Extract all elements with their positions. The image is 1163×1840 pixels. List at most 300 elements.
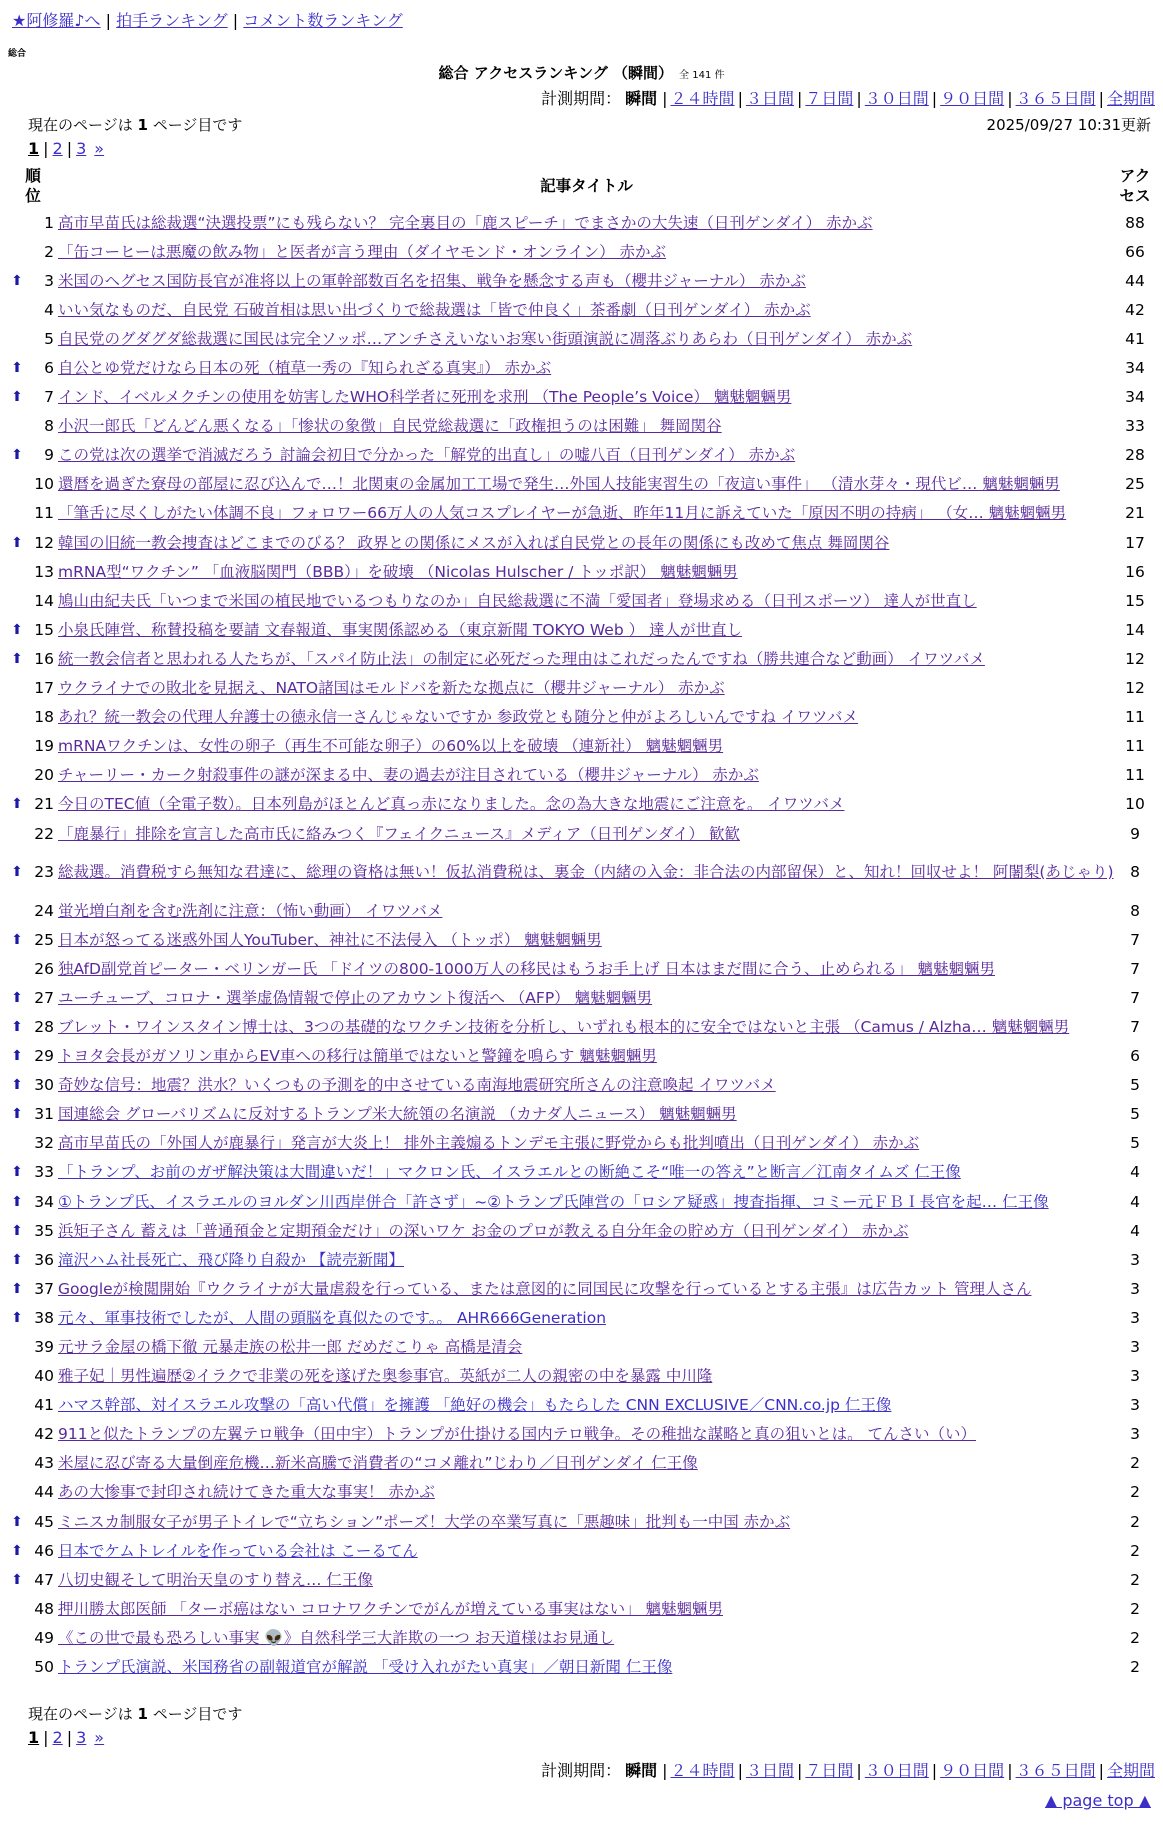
article-title-cell <box>58 528 1115 557</box>
arrow-placeholder <box>8 896 26 925</box>
article-title-cell <box>58 1594 1115 1623</box>
rank-number: 43 <box>34 1454 54 1473</box>
article-title-cell <box>58 295 1115 324</box>
up-arrow-icon: ⬆ <box>11 1164 23 1181</box>
article-title-cell <box>58 1245 1115 1274</box>
table-row <box>8 732 1155 761</box>
article-link[interactable]: 元サラ金屋の橋下徹 元暴走族の松井一郎 だめだこりゃ 高橋是清会 <box>58 1338 523 1357</box>
article-link[interactable]: 今日のTEC値（全電子数）。日本列島がほとんど真っ赤になりました。念の為大きな地震にご注意を。 イワツバメ <box>58 795 845 814</box>
rank-number: 25 <box>34 930 54 949</box>
rank-number: 15 <box>34 620 54 639</box>
table-row <box>8 615 1155 644</box>
rank-number: 38 <box>34 1308 54 1327</box>
table-row <box>8 295 1155 324</box>
table-row <box>8 790 1155 819</box>
period-selector-top: 計測期間： 瞬間 | ２４時間 | ３日間 | ７日間 | ３０日間 | ９０日間 | ３６５日間 | 全期間 <box>541 89 1155 108</box>
article-title-cell <box>58 703 1115 732</box>
article-link[interactable]: この党は次の選挙で消滅だろう 討論会初日で分かった「解党的出直し」の嘘八百（日刊ゲンダイ） 赤かぶ <box>58 446 796 465</box>
up-arrow-icon: ⬆ <box>11 360 23 377</box>
up-arrow-icon: ⬆ <box>11 272 23 289</box>
access-count: 7 <box>1130 930 1140 949</box>
total-count: 全 141 件 <box>679 70 725 81</box>
rank-number: 50 <box>34 1658 54 1677</box>
article-link[interactable]: 独AfD副党首ピーター・ベリンガー氏 「ドイツの800-1000万人の移民はもうお手上げ 日本はまだ間に合う、止められる」 魑魅魍魎男 <box>58 959 995 978</box>
rank-number: 33 <box>34 1163 54 1182</box>
access-count: 2 <box>1130 1454 1140 1473</box>
article-title-cell <box>58 954 1115 983</box>
table-row <box>8 499 1155 528</box>
table-row <box>8 1594 1155 1623</box>
up-arrow-icon: ⬆ <box>11 989 23 1006</box>
access-count: 16 <box>1125 562 1145 581</box>
period-link[interactable]: ３０日間 <box>864 89 929 108</box>
access-count: 66 <box>1125 242 1145 261</box>
rank-number: 44 <box>34 1483 54 1502</box>
article-title-cell <box>58 1187 1115 1216</box>
article-link[interactable]: 韓国の旧統一教会捜査はどこまでのびる？ 政界との関係にメスが入れば自民党との長年の関係にも改めて焦点 舞岡関谷 <box>58 533 890 552</box>
access-count: 88 <box>1125 213 1145 232</box>
rank-number: 20 <box>34 766 54 785</box>
table-row <box>8 1129 1155 1158</box>
period-link[interactable]: ９０日間 <box>940 1761 1005 1780</box>
access-count: 11 <box>1125 766 1145 785</box>
table-row <box>8 237 1155 266</box>
access-count: 2 <box>1130 1512 1140 1531</box>
table-row <box>8 644 1155 673</box>
article-title-cell <box>58 819 1115 848</box>
table-row <box>8 674 1155 703</box>
period-link[interactable]: ７日間 <box>805 89 854 108</box>
access-count: 21 <box>1125 504 1145 523</box>
access-count: 28 <box>1125 446 1145 465</box>
access-count: 2 <box>1130 1599 1140 1618</box>
arrow-placeholder <box>8 1391 26 1420</box>
access-count: 2 <box>1130 1658 1140 1677</box>
up-arrow-icon: ⬆ <box>11 1571 23 1588</box>
next-page-link[interactable]: » <box>94 139 105 158</box>
table-row <box>8 1332 1155 1361</box>
access-count: 2 <box>1130 1483 1140 1502</box>
page-top-link[interactable]: ▲ page top ▲ <box>1044 1791 1151 1810</box>
up-arrow-icon: ⬆ <box>11 864 23 881</box>
period-link[interactable]: 全期間 <box>1106 89 1155 108</box>
article-title-cell <box>58 1274 1115 1303</box>
page-link-current[interactable]: 1 <box>28 1728 40 1747</box>
rank-number: 14 <box>34 591 54 610</box>
rank-number: 2 <box>44 242 54 261</box>
period-link[interactable]: ３６５日間 <box>1015 1761 1096 1780</box>
article-title-cell <box>58 1158 1115 1187</box>
article-title-cell <box>58 1391 1115 1420</box>
rank-number: 7 <box>44 388 54 407</box>
access-count: 3 <box>1130 1338 1140 1357</box>
table-row <box>8 470 1155 499</box>
rank-number: 34 <box>34 1192 54 1211</box>
access-count: 15 <box>1125 591 1145 610</box>
table-row <box>8 1187 1155 1216</box>
arrow-placeholder <box>8 674 26 703</box>
article-link[interactable]: いい気なものだ、自民党 石破首相は思い出づくりで総裁選は「皆で仲良く」茶番劇（日刊ゲンダイ） 赤かぶ <box>58 300 811 319</box>
page-info-number: 1 <box>137 1705 148 1723</box>
article-link[interactable]: ハマス幹部、対イスラエル攻撃の「高い代償」を擁護 「絶好の機会」もたらした CNN EXCLUSIVE／CNN.co.jp 仁王像 <box>58 1396 892 1415</box>
access-count: 11 <box>1125 708 1145 727</box>
rank-number: 49 <box>34 1628 54 1647</box>
arrow-placeholder <box>8 324 26 353</box>
rank-number: 31 <box>34 1105 54 1124</box>
period-link[interactable]: ３６５日間 <box>1015 89 1096 108</box>
up-arrow-icon: ⬆ <box>11 621 23 638</box>
table-row <box>8 266 1155 295</box>
rank-number: 3 <box>44 271 54 290</box>
page-link[interactable]: 2 <box>52 1728 63 1747</box>
rank-number: 32 <box>34 1134 54 1153</box>
rank-number: 13 <box>34 562 54 581</box>
access-count: 10 <box>1125 795 1145 814</box>
rank-number: 21 <box>34 795 54 814</box>
article-link[interactable]: Googleが検閲開始『ウクライナが大量虐殺を行っている、または意図的に同国民に攻撃を行っているとする主張』は広告カット 管理人さん <box>58 1279 1032 1298</box>
article-link[interactable]: トヨタ会長がガソリン車からEV車への移行は簡単ではないと警鐘を鳴らす 魑魅魍魎男 <box>58 1047 657 1066</box>
article-link[interactable]: 日本でケムトレイルを作っている会社は こーるてん <box>58 1541 418 1560</box>
access-count: 3 <box>1130 1250 1140 1269</box>
article-title-cell <box>58 896 1115 925</box>
page-info-text: ページ目です <box>147 1705 243 1723</box>
article-title-cell <box>58 1071 1115 1100</box>
access-count: 25 <box>1125 475 1145 494</box>
article-link[interactable]: 米国のヘグセス国防長官が准将以上の軍幹部数百名を招集、戦争を懸念する声も（櫻井ジャーナル） 赤かぶ <box>58 271 806 290</box>
rank-number: 39 <box>34 1338 54 1357</box>
rank-number: 19 <box>34 737 54 756</box>
arrow-placeholder <box>8 237 26 266</box>
page-info-text: ページ目です <box>147 116 243 134</box>
table-row <box>8 1100 1155 1129</box>
rank-header-text: 順 位 <box>25 167 41 205</box>
article-link[interactable]: 「鹿暴行」排除を宣言した高市氏に絡みつく『フェイクニュース』メディア（日刊ゲンダイ） 歓歓 <box>58 824 740 843</box>
nav-separator: | <box>105 11 112 30</box>
access-count: 2 <box>1130 1541 1140 1560</box>
article-title-cell <box>58 674 1115 703</box>
article-link[interactable]: mRNAワクチンは、女性の卵子（再生不可能な卵子）の60%以上を破壊 （連新社） 魑魅魍魎男 <box>58 737 724 756</box>
article-link[interactable]: 還暦を過ぎた寮母の部屋に忍び込んで…！北関東の金属加工工場で発生…外国人技能実習生の「夜這い事件」 （清水芽々・現代ビ… 魑魅魍魎男 <box>58 475 1060 494</box>
table-header-row <box>8 164 1155 208</box>
page-info-top <box>28 114 242 135</box>
article-link[interactable]: 「缶コーヒーは悪魔の飲み物」と医者が言う理由（ダイヤモンド・オンライン） 赤かぶ <box>58 242 667 261</box>
arrow-placeholder <box>8 1478 26 1507</box>
period-link[interactable]: ３日間 <box>745 89 794 108</box>
comment-ranking-link[interactable]: コメント数ランキング <box>243 11 403 30</box>
rank-number: 16 <box>34 649 54 668</box>
article-link[interactable]: 「筆舌に尽くしがたい体調不良」フォロワー66万人の人気コスプレイヤーが急逝、昨年11月に訴えていた「原因不明の持病」 （女… 魑魅魍魎男 <box>58 504 1067 523</box>
rank-number: 26 <box>34 959 54 978</box>
access-header-text: アク セス <box>1119 167 1151 205</box>
access-count: 7 <box>1130 1017 1140 1036</box>
page-link[interactable]: 3 <box>76 1728 87 1747</box>
article-link[interactable]: あれ？統一教会の代理人弁護士の徳永信一さんじゃないですか 参政党とも随分と仲がよろしいんですね イワツバメ <box>58 708 859 727</box>
table-row <box>8 441 1155 470</box>
period-current: 瞬間 <box>625 89 658 108</box>
table-row <box>8 1071 1155 1100</box>
article-title-cell <box>58 790 1115 819</box>
table-row <box>8 1012 1155 1041</box>
arrow-placeholder <box>8 1449 26 1478</box>
rank-number: 10 <box>34 475 54 494</box>
table-row <box>8 703 1155 732</box>
article-title-cell <box>58 1042 1115 1071</box>
article-link[interactable]: 日本が怒ってる迷惑外国人YouTuber、神社に不法侵入 （トッポ） 魑魅魍魎男 <box>58 930 602 949</box>
article-link[interactable]: 米屋に忍び寄る大量倒産危機…新米高騰で消費者の“コメ離れ”じわり／日刊ゲンダイ 仁王像 <box>58 1454 698 1473</box>
arrow-placeholder <box>8 208 26 237</box>
up-arrow-icon: ⬆ <box>11 1251 23 1268</box>
article-link[interactable]: 滝沢ハム社長死亡、飛び降り自殺か 【読売新聞】 <box>58 1250 404 1269</box>
home-link[interactable]: ★阿修羅♪へ <box>12 11 101 30</box>
article-title-cell <box>58 586 1115 615</box>
updated-timestamp: 2025/09/27 10:31更新 <box>986 116 1151 134</box>
table-row <box>8 848 1155 896</box>
pagination-top: 1 | 2 | 3 » <box>28 139 105 158</box>
page-link-current[interactable]: 1 <box>28 139 40 158</box>
access-count: 9 <box>1130 824 1140 843</box>
rank-number: 45 <box>34 1512 54 1531</box>
up-arrow-icon: ⬆ <box>11 1193 23 1210</box>
access-count: 6 <box>1130 1047 1140 1066</box>
table-row <box>8 1158 1155 1187</box>
access-count: 4 <box>1130 1192 1140 1211</box>
access-count: 3 <box>1130 1308 1140 1327</box>
arrow-placeholder <box>8 954 26 983</box>
access-count: 2 <box>1130 1570 1140 1589</box>
up-arrow-icon: ⬆ <box>11 1280 23 1297</box>
table-row <box>8 954 1155 983</box>
rank-number: 24 <box>34 901 54 920</box>
article-link[interactable]: 押川勝太郎医師 「ターボ癌はない コロナワクチンでがんが増えている事実はない」 魑魅魍魎男 <box>58 1599 724 1618</box>
access-count: 34 <box>1125 359 1145 378</box>
article-link[interactable]: 総裁選。消費税すら無知な君達に、総理の資格は無い！仮払消費税は、裏金（内緒の入金：非合法の内部留保）と、知れ！回収せよ！ 阿闍梨(あじゃり) <box>58 863 1114 882</box>
up-arrow-icon: ⬆ <box>11 447 23 464</box>
access-count: 5 <box>1130 1105 1140 1124</box>
article-link[interactable]: 高市早苗氏の「外国人が鹿暴行」発言が大炎上！ 排外主義煽るトンデモ主張に野党からも批判噴出（日刊ゲンダイ） 赤かぶ <box>58 1134 920 1153</box>
arrow-placeholder <box>8 412 26 441</box>
rank-number: 47 <box>34 1570 54 1589</box>
access-count: 11 <box>1125 737 1145 756</box>
page-link[interactable]: 2 <box>52 139 63 158</box>
table-row <box>8 1391 1155 1420</box>
rank-number: 23 <box>34 863 54 882</box>
article-link[interactable]: 《この世で最も恐ろしい事実 👽》自然科学三大詐欺の一つ お天道様はお見通し <box>58 1628 615 1647</box>
article-title-cell <box>58 353 1115 382</box>
article-title-cell <box>58 983 1115 1012</box>
table-row <box>8 761 1155 790</box>
article-title-cell <box>58 644 1115 673</box>
rank-number: 42 <box>34 1425 54 1444</box>
up-arrow-icon: ⬆ <box>11 1542 23 1559</box>
arrow-placeholder <box>8 470 26 499</box>
article-title-cell <box>58 470 1115 499</box>
arrow-placeholder <box>8 499 26 528</box>
article-title-cell <box>58 324 1115 353</box>
period-link[interactable]: ２４時間 <box>670 89 735 108</box>
article-link[interactable]: ユーチューブ、コロナ・選挙虚偽情報で停止のアカウント復活へ （AFP） 魑魅魍魎男 <box>58 988 653 1007</box>
article-link[interactable]: 高市早苗氏は総裁選“決選投票”にも残らない？ 完全裏目の「鹿スピーチ」でまさかの大失速（日刊ゲンダイ） 赤かぶ <box>58 213 873 232</box>
table-row <box>8 383 1155 412</box>
access-count: 2 <box>1130 1628 1140 1647</box>
table-row <box>8 586 1155 615</box>
table-row <box>8 1216 1155 1245</box>
rank-number: 37 <box>34 1279 54 1298</box>
period-link[interactable]: ３０日間 <box>864 1761 929 1780</box>
page-info-bottom <box>28 1703 242 1724</box>
access-header <box>1115 164 1155 208</box>
article-title-cell <box>58 208 1115 237</box>
table-row <box>8 1536 1155 1565</box>
period-link[interactable]: ２４時間 <box>670 1761 735 1780</box>
table-row <box>8 896 1155 925</box>
article-link[interactable]: 911と似たトランプの左翼テロ戦争（田中宇）トランプが仕掛ける国内テロ戦争。その稚拙な謀略と真の狙いとは。 てんさい（い） <box>58 1425 977 1444</box>
article-link[interactable]: 蛍光増白剤を含む洗剤に注意：（怖い動画） イワツバメ <box>58 901 443 920</box>
up-arrow-icon: ⬆ <box>11 534 23 551</box>
ranking-title: 総合 アクセスランキング （瞬間） <box>438 64 674 82</box>
access-count: 12 <box>1125 649 1145 668</box>
table-row <box>8 1623 1155 1652</box>
rank-number: 36 <box>34 1250 54 1269</box>
article-link[interactable]: mRNA型“ワクチン” 「血液脳関門（BBB）」を破壊 （Nicolas Hulscher / トッポ訳） 魑魅魍魎男 <box>58 562 738 581</box>
page-info-text: 現在のページは <box>28 116 138 134</box>
article-link[interactable]: 統一教会信者と思われる人たちが、「スパイ防止法」の制定に必死だった理由はこれだったんですね（勝共連合など動画） イワツバメ <box>58 649 985 668</box>
period-label: 計測期間： <box>541 1761 622 1780</box>
category-label: 総合 <box>8 49 27 59</box>
article-link[interactable]: ①トランプ氏、イスラエルのヨルダン川西岸併合「許さず」~②トランプ氏陣営の「ロシア疑惑」捜査指揮、コミー元ＦＢＩ長官を起… 仁王像 <box>58 1192 1049 1211</box>
article-link[interactable]: 国連総会 グローバリズムに反対するトランプ米大統領の名演説 （カナダ人ニュース） 魑魅魍魎男 <box>58 1105 737 1124</box>
arrow-placeholder <box>8 732 26 761</box>
table-row <box>8 1362 1155 1391</box>
arrow-placeholder <box>8 1362 26 1391</box>
rank-number: 18 <box>34 708 54 727</box>
up-arrow-icon: ⬆ <box>11 650 23 667</box>
article-link[interactable]: 小沢一郎氏「どんどん悪くなる」「惨状の象徴」自民党総裁選に「政権担うのは困難」 舞岡関谷 <box>58 417 722 436</box>
article-title-cell <box>58 237 1115 266</box>
page-link[interactable]: 3 <box>76 139 87 158</box>
rank-number: 40 <box>34 1367 54 1386</box>
arrow-placeholder <box>8 761 26 790</box>
access-count: 42 <box>1125 300 1145 319</box>
table-row <box>8 1565 1155 1594</box>
access-count: 3 <box>1130 1396 1140 1415</box>
article-link[interactable]: 雅子妃｜男性遍歴②イラクで非業の死を遂げた奥参事官。英紙が二人の親密の中を暴露 中川隆 <box>58 1367 713 1386</box>
ranking-table-body <box>8 208 1155 1682</box>
article-title-cell <box>58 1303 1115 1332</box>
article-link[interactable]: ミニスカ制服女子が男子トイレで“立ちション”ポーズ！大学の卒業写真に「悪趣味」批判も一中国 赤かぶ <box>58 1512 791 1531</box>
article-title-cell <box>58 1100 1115 1129</box>
table-row <box>8 1245 1155 1274</box>
period-link[interactable]: 全期間 <box>1106 1761 1155 1780</box>
article-title-cell <box>58 412 1115 441</box>
access-count: 34 <box>1125 388 1145 407</box>
up-arrow-icon: ⬆ <box>11 1309 23 1326</box>
article-link[interactable]: あの大惨事で封印され続けてきた重大な事実！ 赤かぶ <box>58 1483 435 1502</box>
article-title-cell <box>58 1129 1115 1158</box>
article-link[interactable]: チャーリー・カーク射殺事件の謎が深まる中、妻の過去が注目されている（櫻井ジャーナル） 赤かぶ <box>58 766 759 785</box>
article-link[interactable]: 「トランプ、お前のガザ解決策は大間違いだ！」マクロン氏、イスラエルとの断絶こそ“唯一の答え”と断言／江南タイムズ 仁王像 <box>58 1163 961 1182</box>
article-title-cell <box>58 499 1115 528</box>
article-link[interactable]: 元々、軍事技術でしたが、人間の頭脳を真似たのです。。 AHR666Generation <box>58 1308 607 1327</box>
arrow-placeholder <box>8 819 26 848</box>
article-link[interactable]: 自公とゆ党だけなら日本の死（植草一秀の『知られざる真実』） 赤かぶ <box>58 359 552 378</box>
table-row <box>8 1274 1155 1303</box>
rank-number: 9 <box>44 446 54 465</box>
article-link[interactable]: ブレット・ワインスタイン博士は、3つの基礎的なワクチン技術を分析し、いずれも根本的に安全ではないと主張 （Camus / Alzha… 魑魅魍魎男 <box>58 1017 1070 1036</box>
nav-separator: | <box>232 11 239 30</box>
clap-ranking-link[interactable]: 拍手ランキング <box>116 11 228 30</box>
table-row <box>8 1507 1155 1536</box>
article-link[interactable]: 八切史観そして明治天皇のすり替え… 仁王像 <box>58 1570 373 1589</box>
article-title-cell <box>58 848 1115 896</box>
table-row <box>8 324 1155 353</box>
article-link[interactable]: 小泉氏陣営、称賛投稿を要請 文春報道、事実関係認める（東京新聞 TOKYO Web ） 達人が世直し <box>58 620 743 639</box>
arrow-placeholder <box>8 1594 26 1623</box>
article-link[interactable]: ウクライナでの敗北を見据え、NATO諸国はモルドバを新たな拠点に（櫻井ジャーナル） 赤かぶ <box>58 679 725 698</box>
period-link[interactable]: ３日間 <box>745 1761 794 1780</box>
table-row <box>8 925 1155 954</box>
article-title-cell <box>58 441 1115 470</box>
access-count: 4 <box>1130 1163 1140 1182</box>
access-count: 5 <box>1130 1076 1140 1095</box>
article-title-cell <box>58 1623 1115 1652</box>
period-link[interactable]: ９０日間 <box>940 89 1005 108</box>
access-count: 12 <box>1125 679 1145 698</box>
up-arrow-icon: ⬆ <box>11 1077 23 1094</box>
article-link[interactable]: 自民党のグダグダ総裁選に国民は完全ソッポ…アンチさえいないお寒い街頭演説に凋落ぶりあらわ（日刊ゲンダイ） 赤かぶ <box>58 329 913 348</box>
table-row <box>8 1042 1155 1071</box>
article-link[interactable]: 奇妙な信号：地震？洪水？いくつもの予測を的中させている南海地震研究所さんの注意喚起 イワツバメ <box>58 1076 776 1095</box>
article-title-cell <box>58 1216 1115 1245</box>
arrow-placeholder <box>8 586 26 615</box>
article-title-cell <box>58 1012 1115 1041</box>
rank-header <box>8 164 58 208</box>
page-info-number: 1 <box>137 116 148 134</box>
up-arrow-icon: ⬆ <box>11 1222 23 1239</box>
access-count: 8 <box>1130 901 1140 920</box>
top-navigation <box>12 10 403 32</box>
next-page-link[interactable]: » <box>94 1728 105 1747</box>
article-link[interactable]: 浜矩子さん 蓄えは「普通預金と定期預金だけ」の深いワケ お金のプロが教える自分年金の貯め方（日刊ゲンダイ） 赤かぶ <box>58 1221 909 1240</box>
access-count: 3 <box>1130 1425 1140 1444</box>
article-title-cell <box>58 1536 1115 1565</box>
access-count: 33 <box>1125 417 1145 436</box>
page-info-text: 現在のページは <box>28 1705 138 1723</box>
period-link[interactable]: ７日間 <box>805 1761 854 1780</box>
table-row <box>8 1449 1155 1478</box>
table-row <box>8 412 1155 441</box>
rank-number: 29 <box>34 1047 54 1066</box>
access-count: 5 <box>1130 1134 1140 1153</box>
up-arrow-icon: ⬆ <box>11 1018 23 1035</box>
article-title-cell <box>58 1565 1115 1594</box>
article-link[interactable]: トランプ氏演説、米国務省の副報道官が解説 「受け入れがたい真実」／朝日新聞 仁王像 <box>58 1658 673 1677</box>
rank-number: 30 <box>34 1076 54 1095</box>
up-arrow-icon: ⬆ <box>11 1513 23 1530</box>
article-title-cell <box>58 1420 1115 1449</box>
table-row <box>8 353 1155 382</box>
rank-number: 12 <box>34 533 54 552</box>
rank-number: 28 <box>34 1017 54 1036</box>
rank-number: 6 <box>44 359 54 378</box>
article-title-cell <box>58 1507 1115 1536</box>
pagination-bottom: 1 | 2 | 3 » <box>28 1728 105 1747</box>
article-title-cell <box>58 1653 1115 1682</box>
article-link[interactable]: インド、イベルメクチンの使用を妨害したWHO科学者に死刑を求刑 （The People’s Voice） 魑魅魍魎男 <box>58 388 792 407</box>
article-link[interactable]: 鳩山由紀夫氏「いつまで米国の植民地でいるつもりなのか」自民総裁選に不満「愛国者」登場求める（日刊スポーツ） 達人が世直し <box>58 591 977 610</box>
article-title-cell <box>58 1362 1115 1391</box>
table-row <box>8 819 1155 848</box>
arrow-placeholder <box>8 1129 26 1158</box>
